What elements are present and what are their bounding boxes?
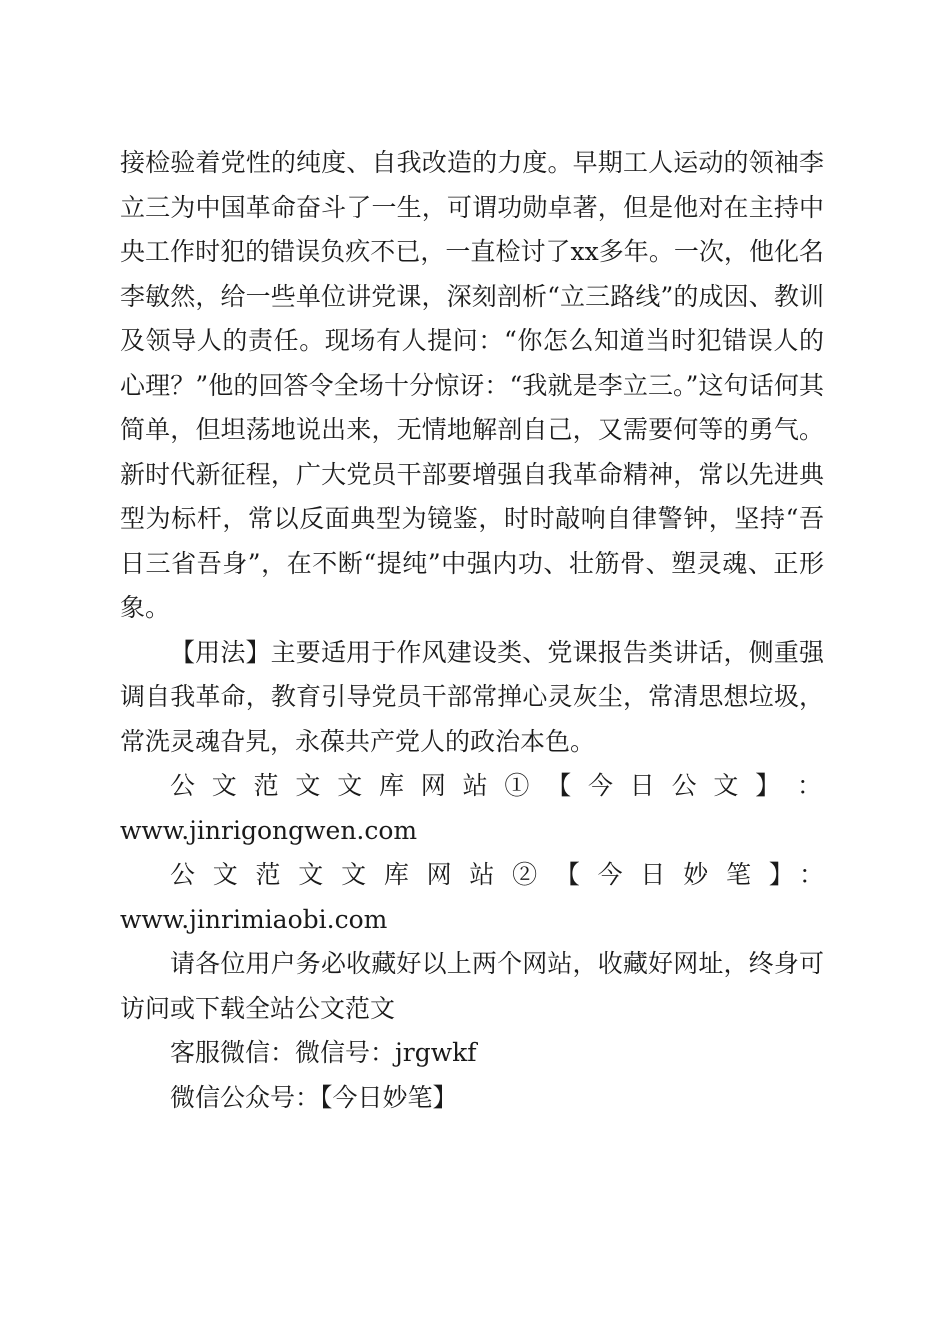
website-1-line: 公 文 范 文 文 库 网 站 ① 【 今 日 公 文 】 ： <box>170 771 824 800</box>
website-1-url: www.jinrigongwen.com <box>120 815 418 845</box>
wechat-official-account: 微信公众号：【今日妙笔】 <box>170 1082 458 1112</box>
customer-service-wechat: 客服微信：微信号：jrgwkf <box>170 1038 477 1067</box>
usage-paragraph: 【用法】主要适用于作风建设类、党课报告类讲话，侧重强调自我革命，教育引导党员干部常掸心灵灰尘，常清思想垃圾，常洗灵魂旮旯，永葆共产党人的政治本色。 <box>120 637 824 756</box>
website-2-line: 公文范文文库网站②【今日妙笔】：www.jinrimiaobi.com <box>120 860 824 934</box>
document-body <box>120 141 824 1120</box>
body-paragraph-self-revolution: 接检验着党性的纯度、自我改造的力度。早期工人运动的领袖李立三为中国革命奋斗了一生，可谓功勋卓著，但是他对在主持中央工作时犯的错误负疚不已，一直检讨了xx多年。一次，他化名李敏然，给一些单位讲党课，深刻剖析“立三路线”的成因、教训及领导人的责任。现场有人提问：“你怎么知道当时犯错误人的心理？”他的回答令全场十分惊讶：“我就是李立三。”这句话何其简单，但坦荡地说出来，无情地解剖自己，又需要何等的勇气。新时代新征程，广大党员干部要增强自我革命精神，常以先进典型为标杆，常以反面典型为镜鉴，时时敲响自律警钟，坚持“吾日三省吾身”，在不断“提纯”中强内功、壮筋骨、塑灵魂、正形象。 <box>120 148 824 622</box>
bookmark-notice: 请各位用户务必收藏好以上两个网站，收藏好网址，终身可访问或下载全站公文范文 <box>120 949 824 1023</box>
